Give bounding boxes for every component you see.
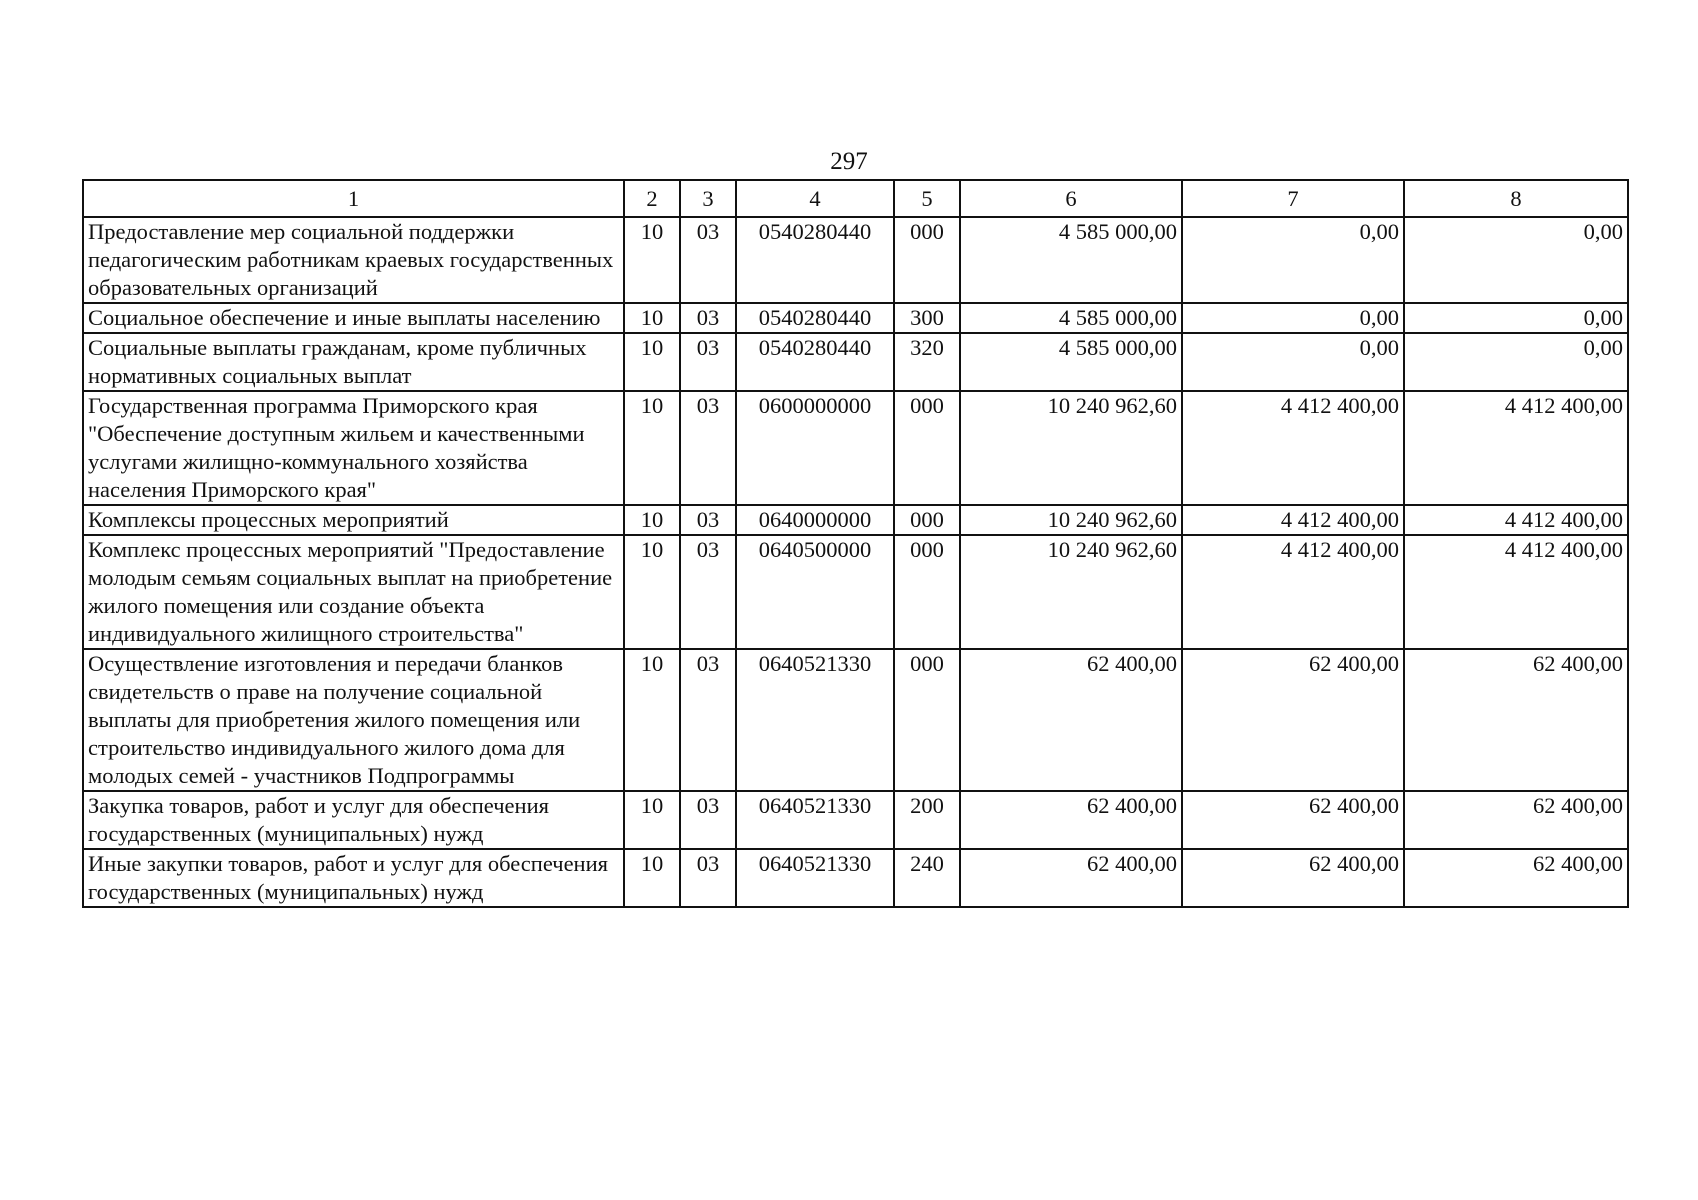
row-name: Социальное обеспечение и иные выплаты населению bbox=[83, 303, 624, 333]
row-expense-type: 300 bbox=[894, 303, 960, 333]
row-sum-col8: 4 412 400,00 bbox=[1404, 391, 1628, 505]
row-section: 10 bbox=[624, 333, 680, 391]
row-sum-col7: 4 412 400,00 bbox=[1182, 505, 1404, 535]
row-sum-col7: 62 400,00 bbox=[1182, 791, 1404, 849]
row-sum-col6: 62 400,00 bbox=[960, 649, 1182, 791]
row-section: 10 bbox=[624, 217, 680, 303]
column-header-8: 8 bbox=[1404, 180, 1628, 217]
column-header-5: 5 bbox=[894, 180, 960, 217]
row-sum-col7: 0,00 bbox=[1182, 333, 1404, 391]
row-sum-col7: 4 412 400,00 bbox=[1182, 391, 1404, 505]
row-subsection: 03 bbox=[680, 303, 736, 333]
row-sum-col6: 10 240 962,60 bbox=[960, 391, 1182, 505]
row-subsection: 03 bbox=[680, 649, 736, 791]
table-row bbox=[83, 849, 1628, 907]
row-sum-col8: 0,00 bbox=[1404, 303, 1628, 333]
row-target-article: 0640000000 bbox=[736, 505, 894, 535]
row-sum-col8: 4 412 400,00 bbox=[1404, 535, 1628, 649]
header-row bbox=[83, 180, 1628, 217]
row-expense-type: 200 bbox=[894, 791, 960, 849]
row-sum-col6: 4 585 000,00 bbox=[960, 217, 1182, 303]
column-header-2: 2 bbox=[624, 180, 680, 217]
row-subsection: 03 bbox=[680, 791, 736, 849]
row-sum-col8: 62 400,00 bbox=[1404, 849, 1628, 907]
table-row bbox=[83, 505, 1628, 535]
row-target-article: 0540280440 bbox=[736, 333, 894, 391]
row-sum-col7: 0,00 bbox=[1182, 303, 1404, 333]
row-target-article: 0640500000 bbox=[736, 535, 894, 649]
row-sum-col7: 4 412 400,00 bbox=[1182, 535, 1404, 649]
row-sum-col7: 62 400,00 bbox=[1182, 849, 1404, 907]
row-section: 10 bbox=[624, 649, 680, 791]
row-sum-col8: 4 412 400,00 bbox=[1404, 505, 1628, 535]
row-name: Социальные выплаты гражданам, кроме публичных нормативных социальных выплат bbox=[83, 333, 624, 391]
row-sum-col6: 62 400,00 bbox=[960, 791, 1182, 849]
row-name: Закупка товаров, работ и услуг для обеспечения государственных (муниципальных) нужд bbox=[83, 791, 624, 849]
row-sum-col6: 4 585 000,00 bbox=[960, 333, 1182, 391]
row-sum-col8: 0,00 bbox=[1404, 333, 1628, 391]
row-sum-col6: 4 585 000,00 bbox=[960, 303, 1182, 333]
table-row bbox=[83, 217, 1628, 303]
row-target-article: 0540280440 bbox=[736, 217, 894, 303]
row-subsection: 03 bbox=[680, 505, 736, 535]
row-target-article: 0540280440 bbox=[736, 303, 894, 333]
table-row bbox=[83, 649, 1628, 791]
row-expense-type: 000 bbox=[894, 535, 960, 649]
row-expense-type: 000 bbox=[894, 649, 960, 791]
row-name: Осуществление изготовления и передачи бланков свидетельств о праве на получение социальной выплаты для приобретения жилого помещения или строительство индивидуального жилого дома для молодых семей - участников Подпрограммы bbox=[83, 649, 624, 791]
row-sum-col6: 10 240 962,60 bbox=[960, 505, 1182, 535]
column-header-7: 7 bbox=[1182, 180, 1404, 217]
table-row bbox=[83, 303, 1628, 333]
row-target-article: 0600000000 bbox=[736, 391, 894, 505]
row-section: 10 bbox=[624, 535, 680, 649]
row-target-article: 0640521330 bbox=[736, 791, 894, 849]
row-name: Комплексы процессных мероприятий bbox=[83, 505, 624, 535]
row-sum-col8: 0,00 bbox=[1404, 217, 1628, 303]
row-subsection: 03 bbox=[680, 333, 736, 391]
row-name: Иные закупки товаров, работ и услуг для обеспечения государственных (муниципальных) нужд bbox=[83, 849, 624, 907]
row-sum-col6: 62 400,00 bbox=[960, 849, 1182, 907]
column-header-1: 1 bbox=[83, 180, 624, 217]
table-row bbox=[83, 535, 1628, 649]
table-row bbox=[83, 391, 1628, 505]
row-sum-col7: 62 400,00 bbox=[1182, 649, 1404, 791]
row-subsection: 03 bbox=[680, 535, 736, 649]
row-expense-type: 000 bbox=[894, 505, 960, 535]
row-section: 10 bbox=[624, 303, 680, 333]
table-row bbox=[83, 791, 1628, 849]
row-section: 10 bbox=[624, 505, 680, 535]
row-section: 10 bbox=[624, 791, 680, 849]
row-section: 10 bbox=[624, 849, 680, 907]
row-sum-col6: 10 240 962,60 bbox=[960, 535, 1182, 649]
column-header-4: 4 bbox=[736, 180, 894, 217]
row-name: Предоставление мер социальной поддержки педагогическим работникам краевых государственных образовательных организаций bbox=[83, 217, 624, 303]
row-name: Комплекс процессных мероприятий "Предоставление молодым семьям социальных выплат на приобретение жилого помещения или создание объекта индивидуального жилищного строительства" bbox=[83, 535, 624, 649]
column-header-3: 3 bbox=[680, 180, 736, 217]
row-expense-type: 320 bbox=[894, 333, 960, 391]
row-expense-type: 000 bbox=[894, 217, 960, 303]
row-target-article: 0640521330 bbox=[736, 849, 894, 907]
column-header-6: 6 bbox=[960, 180, 1182, 217]
row-expense-type: 240 bbox=[894, 849, 960, 907]
budget-table bbox=[82, 179, 1629, 908]
table-row bbox=[83, 333, 1628, 391]
row-subsection: 03 bbox=[680, 391, 736, 505]
row-expense-type: 000 bbox=[894, 391, 960, 505]
row-section: 10 bbox=[624, 391, 680, 505]
row-sum-col7: 0,00 bbox=[1182, 217, 1404, 303]
row-sum-col8: 62 400,00 bbox=[1404, 791, 1628, 849]
row-subsection: 03 bbox=[680, 217, 736, 303]
row-target-article: 0640521330 bbox=[736, 649, 894, 791]
row-subsection: 03 bbox=[680, 849, 736, 907]
row-sum-col8: 62 400,00 bbox=[1404, 649, 1628, 791]
page-number: 297 bbox=[830, 148, 868, 175]
row-name: Государственная программа Приморского края "Обеспечение доступным жильем и качественными услугами жилищно-коммунального хозяйства населения Приморского края" bbox=[83, 391, 624, 505]
